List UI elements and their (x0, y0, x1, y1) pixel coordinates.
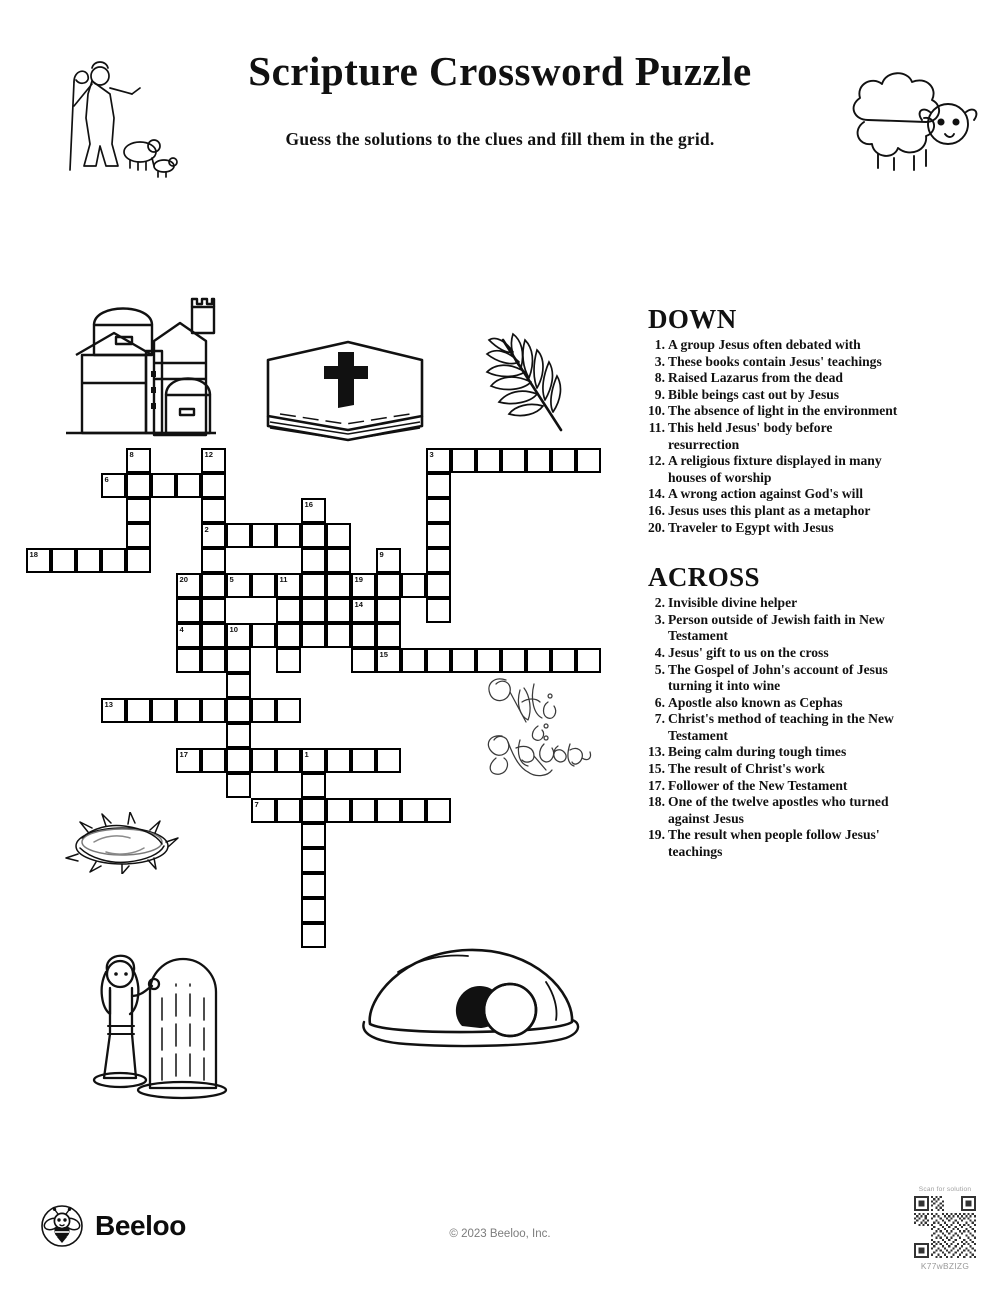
grid-cell[interactable] (126, 498, 151, 523)
grid-cell-number: 2 (204, 524, 209, 534)
clue-text: The absence of light in the environment (668, 403, 898, 419)
grid-cell-start-6[interactable] (101, 473, 126, 498)
grid-cell[interactable] (576, 448, 601, 473)
grid-cell[interactable] (251, 573, 276, 598)
grid-cell-number: 17 (179, 749, 188, 759)
grid-cell[interactable] (301, 573, 326, 598)
clue-text: Being calm during tough times (668, 744, 847, 760)
grid-cell[interactable] (351, 623, 376, 648)
grid-cell[interactable] (126, 523, 151, 548)
across-clue-19 (648, 827, 898, 860)
clue-number: 6. (654, 694, 665, 710)
down-clue-8 (648, 370, 898, 387)
down-clue-16 (648, 503, 898, 520)
grid-cell[interactable] (426, 523, 451, 548)
grid-cell[interactable] (151, 698, 176, 723)
page-subtitle: Guess the solutions to the clues and fill them in the grid. (285, 129, 715, 150)
grid-cell[interactable] (276, 798, 301, 823)
grid-cell-start-1[interactable] (301, 748, 326, 773)
grid-cell[interactable] (276, 698, 301, 723)
grid-cell[interactable] (101, 548, 126, 573)
qr-code-icon[interactable] (914, 1196, 976, 1258)
clue-text: Person outside of Jewish faith in New Testament (668, 611, 885, 644)
grid-cell-number: 5 (229, 574, 234, 584)
across-clue-4 (648, 645, 898, 662)
grid-cell[interactable] (76, 548, 101, 573)
grid-cell[interactable] (376, 598, 401, 623)
clue-text: A group Jesus often debated with (668, 337, 861, 352)
grid-cell[interactable] (426, 598, 451, 623)
grid-cell[interactable] (376, 798, 401, 823)
grid-cell[interactable] (501, 648, 526, 673)
grid-cell[interactable] (426, 498, 451, 523)
clue-number: 9. (654, 386, 665, 402)
clue-text: The Gospel of John's account of Jesus turning it into wine (668, 661, 888, 694)
grid-cell[interactable] (201, 648, 226, 673)
grid-cell[interactable] (276, 623, 301, 648)
grid-cell-start-9[interactable] (376, 548, 401, 573)
grid-cell[interactable] (151, 473, 176, 498)
grid-cell[interactable] (226, 523, 251, 548)
clue-number: 14. (648, 486, 665, 502)
grid-cell-number: 7 (254, 799, 259, 809)
grid-cell-number: 1 (304, 749, 309, 759)
page-title: Scripture Crossword Puzzle (248, 48, 752, 94)
grid-cell[interactable] (576, 648, 601, 673)
grid-cell[interactable] (451, 448, 476, 473)
across-clue-3 (648, 612, 898, 645)
grid-cell-number: 4 (179, 624, 184, 634)
clue-text: Traveler to Egypt with Jesus (668, 519, 834, 535)
grid-cell-number: 13 (104, 699, 113, 709)
clue-number: 3. (654, 611, 665, 627)
grid-cell-start-5[interactable] (226, 573, 251, 598)
grid-cell[interactable] (301, 523, 326, 548)
clue-text: Jesus uses this plant as a metaphor (668, 502, 871, 518)
grid-cell-number: 10 (229, 624, 238, 634)
grid-cell[interactable] (201, 748, 226, 773)
grid-cell[interactable] (501, 448, 526, 473)
clue-number: 3. (654, 353, 665, 369)
clue-text: These books contain Jesus' teachings (668, 353, 882, 369)
grid-cell-start-19[interactable] (351, 573, 376, 598)
grid-cell-number: 8 (129, 449, 134, 459)
grid-cell[interactable] (176, 648, 201, 673)
down-clue-11 (648, 420, 898, 453)
grid-cell[interactable] (301, 873, 326, 898)
clue-number: 16. (648, 502, 665, 518)
grid-cell-start-20[interactable] (176, 573, 201, 598)
grid-cell-start-16[interactable] (301, 498, 326, 523)
grid-cell-number: 12 (204, 449, 213, 459)
clue-number: 20. (648, 519, 665, 535)
grid-cell[interactable] (326, 598, 351, 623)
across-clue-6 (648, 695, 898, 712)
grid-cell[interactable] (201, 548, 226, 573)
grid-cell[interactable] (201, 598, 226, 623)
grid-cell[interactable] (276, 648, 301, 673)
grid-cell[interactable] (326, 523, 351, 548)
grid-cell-start-3[interactable] (426, 448, 451, 473)
grid-cell[interactable] (226, 673, 251, 698)
grid-cell[interactable] (126, 548, 151, 573)
grid-cell[interactable] (426, 473, 451, 498)
down-clue-12 (648, 453, 898, 486)
grid-cell[interactable] (326, 573, 351, 598)
grid-cell[interactable] (326, 748, 351, 773)
grid-cell[interactable] (476, 648, 501, 673)
clue-number: 2. (654, 595, 665, 611)
grid-cell-start-11[interactable] (276, 573, 301, 598)
grid-cell[interactable] (301, 848, 326, 873)
clue-text: The result of Christ's work (668, 761, 825, 777)
clue-text: Raised Lazarus from the dead (668, 370, 843, 386)
clue-number: 17. (648, 777, 665, 793)
grid-cell[interactable] (201, 573, 226, 598)
clue-text: Bible beings cast out by Jesus (668, 386, 840, 402)
grid-cell-number: 3 (429, 449, 434, 459)
clue-number: 5. (654, 661, 665, 677)
grid-cell[interactable] (51, 548, 76, 573)
clue-text: One of the twelve apostles who turned against Jesus (668, 794, 889, 826)
grid-cell-number: 19 (354, 574, 363, 584)
across-clue-18 (648, 794, 898, 827)
brand-logo (40, 1204, 186, 1248)
grid-cell[interactable] (226, 748, 251, 773)
grid-cell[interactable] (551, 448, 576, 473)
down-clue-14 (648, 486, 898, 503)
grid-cell[interactable] (376, 573, 401, 598)
clue-number: 18. (648, 794, 665, 810)
grid-cell[interactable] (426, 648, 451, 673)
across-clue-list (648, 595, 898, 861)
clue-text: Jesus' gift to us on the cross (668, 644, 829, 660)
down-clue-9 (648, 387, 898, 404)
grid-cell-start-12[interactable] (201, 448, 226, 473)
grid-cell[interactable] (201, 698, 226, 723)
clue-text: A wrong action against God's will (668, 486, 863, 502)
grid-cell[interactable] (301, 798, 326, 823)
grid-cell[interactable] (326, 623, 351, 648)
across-clue-7 (648, 711, 898, 744)
clue-number: 4. (654, 644, 665, 660)
grid-cell[interactable] (401, 573, 426, 598)
qr-id-text: K77wBZIZG (920, 1261, 970, 1271)
clue-text: A religious fixture displayed in many houses of worship (668, 453, 882, 485)
grid-cell-number: 18 (29, 549, 38, 559)
grid-cell[interactable] (326, 548, 351, 573)
down-clue-list (648, 337, 898, 536)
clue-number: 1. (654, 337, 665, 352)
grid-cell-start-17[interactable] (176, 748, 201, 773)
clue-text: Apostle also known as Cephas (668, 694, 843, 710)
grid-cell-start-18[interactable] (26, 548, 51, 573)
clue-text: This held Jesus' body before resurrection (668, 419, 833, 452)
across-clue-5 (648, 662, 898, 695)
grid-cell[interactable] (226, 723, 251, 748)
qr-caption: Scan for solution (918, 1186, 972, 1193)
grid-cell[interactable] (401, 648, 426, 673)
grid-cell[interactable] (426, 798, 451, 823)
grid-cell[interactable] (301, 623, 326, 648)
grid-cell[interactable] (301, 923, 326, 948)
clue-number: 12. (648, 453, 665, 469)
grid-cell-number: 20 (179, 574, 188, 584)
grid-cell[interactable] (251, 748, 276, 773)
grid-cell[interactable] (526, 448, 551, 473)
grid-cell-start-2[interactable] (201, 523, 226, 548)
copyright-text: © 2023 Beeloo, Inc. (449, 1228, 551, 1240)
brand-name: Beeloo (95, 1210, 186, 1241)
grid-cell-start-14[interactable] (351, 598, 376, 623)
grid-cell[interactable] (376, 623, 401, 648)
grid-cell-number: 6 (104, 474, 109, 484)
grid-cell[interactable] (276, 598, 301, 623)
down-clue-20 (648, 520, 898, 537)
grid-cell[interactable] (326, 798, 351, 823)
down-clue-3 (648, 354, 898, 371)
clues-panel (648, 306, 898, 861)
across-clue-2 (648, 595, 898, 612)
grid-cell[interactable] (276, 523, 301, 548)
across-heading: ACROSS (648, 562, 760, 593)
grid-cell-number: 14 (354, 599, 363, 609)
clue-number: 7. (654, 711, 665, 727)
grid-cell-number: 9 (379, 549, 384, 559)
down-clue-10 (648, 403, 898, 420)
grid-cell[interactable] (126, 698, 151, 723)
clue-number: 15. (648, 761, 665, 777)
grid-cell[interactable] (301, 548, 326, 573)
grid-cell[interactable] (426, 573, 451, 598)
clue-number: 11. (648, 419, 665, 435)
grid-cell[interactable] (351, 648, 376, 673)
grid-cell-start-10[interactable] (226, 623, 251, 648)
clue-text: Invisible divine helper (668, 595, 798, 611)
qr-solution-block (904, 1186, 986, 1271)
clue-number: 13. (648, 744, 665, 760)
down-clue-1 (648, 337, 898, 354)
clue-number: 19. (648, 827, 665, 843)
grid-cell[interactable] (276, 748, 301, 773)
grid-cell-number: 15 (379, 649, 388, 659)
clue-text: Christ's method of teaching in the New Testament (668, 711, 894, 743)
grid-cell[interactable] (201, 498, 226, 523)
grid-cell[interactable] (476, 448, 501, 473)
clue-number: 8. (654, 370, 665, 386)
grid-cell-start-15[interactable] (376, 648, 401, 673)
grid-cell[interactable] (251, 698, 276, 723)
clue-number: 10. (648, 403, 665, 419)
grid-cell[interactable] (226, 648, 251, 673)
clue-text: Follower of the New Testament (668, 777, 848, 793)
grid-cell[interactable] (251, 523, 276, 548)
grid-cell[interactable] (226, 698, 251, 723)
grid-cell[interactable] (376, 748, 401, 773)
grid-cell[interactable] (201, 623, 226, 648)
grid-cell[interactable] (526, 648, 551, 673)
grid-cell[interactable] (301, 823, 326, 848)
grid-cell[interactable] (201, 473, 226, 498)
grid-cell-number: 16 (304, 499, 313, 509)
grid-cell[interactable] (176, 698, 201, 723)
across-clue-15 (648, 761, 898, 778)
grid-cell[interactable] (426, 548, 451, 573)
grid-cell[interactable] (126, 473, 151, 498)
down-heading: DOWN (648, 304, 737, 334)
grid-cell[interactable] (451, 648, 476, 673)
grid-cell[interactable] (301, 773, 326, 798)
clue-text: The result when people follow Jesus' teachings (668, 827, 880, 860)
grid-cell-start-13[interactable] (101, 698, 126, 723)
grid-cell-start-8[interactable] (126, 448, 151, 473)
grid-cell[interactable] (176, 473, 201, 498)
grid-cell-start-4[interactable] (176, 623, 201, 648)
across-clue-13 (648, 744, 898, 761)
bee-icon (40, 1204, 84, 1248)
grid-cell[interactable] (401, 798, 426, 823)
grid-cell[interactable] (226, 773, 251, 798)
grid-cell-start-7[interactable] (251, 798, 276, 823)
grid-cell[interactable] (351, 748, 376, 773)
across-clue-17 (648, 778, 898, 795)
grid-cell[interactable] (351, 798, 376, 823)
grid-cell-number: 11 (279, 574, 288, 584)
grid-cell[interactable] (551, 648, 576, 673)
grid-cell[interactable] (251, 623, 276, 648)
grid-cell[interactable] (176, 598, 201, 623)
grid-cell[interactable] (301, 898, 326, 923)
grid-cell[interactable] (301, 598, 326, 623)
